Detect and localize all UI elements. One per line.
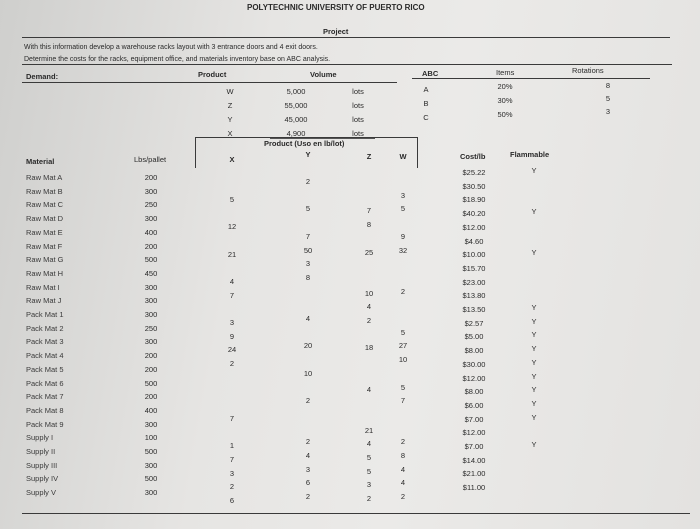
abc-header: ABC (422, 69, 439, 78)
material-name: Supply V (26, 488, 57, 498)
usage-z: 7 (366, 206, 372, 216)
abc-rotations: 3 (605, 107, 611, 116)
material-name: Pack Mat 1 (26, 310, 64, 319)
material-name: Raw Mat A (26, 173, 63, 182)
rule-demand-header (22, 82, 397, 83)
demand-product: W (226, 87, 234, 96)
usage-w: 9 (400, 231, 406, 241)
col-w: W (399, 152, 407, 161)
usage-w: 5 (400, 327, 406, 337)
usage-x: 2 (229, 482, 235, 492)
material-name: Raw Mat J (26, 296, 62, 306)
usage-z: 4 (366, 439, 372, 449)
material-name: Supply III (26, 460, 58, 470)
cost-per-lb: $8.00 (464, 387, 484, 397)
flammable-flag: Y (531, 166, 537, 175)
material-name: Pack Mat 4 (26, 351, 64, 361)
material-lbs: 200 (144, 392, 158, 402)
material-lbs: 200 (144, 364, 158, 374)
material-lbs: 450 (144, 268, 158, 278)
material-name: Pack Mat 5 (26, 364, 64, 374)
flammable-flag: Y (531, 207, 537, 217)
cost-per-lb: $12.00 (462, 428, 486, 438)
abc-rotations: 8 (605, 81, 611, 90)
usage-x: 7 (229, 290, 235, 300)
material-name: Pack Mat 7 (26, 392, 64, 402)
rule-abc-header (412, 78, 650, 79)
cost-per-lb: $10.00 (462, 250, 486, 260)
usage-w: 7 (400, 396, 406, 406)
abc-items: 30% (497, 96, 513, 105)
material-name: Supply IV (26, 474, 59, 484)
demand-unit: lots (352, 87, 364, 96)
rule-top (22, 37, 670, 38)
demand-product: Z (227, 101, 233, 110)
cost-per-lb: $15.70 (462, 263, 486, 273)
usage-header: Product (Uso en lb/lot) (264, 139, 345, 148)
usage-w: 27 (398, 341, 408, 351)
flammable-flag: Y (531, 398, 537, 408)
usage-y: 20 (303, 341, 313, 351)
material-lbs: 300 (144, 214, 158, 224)
usage-y: 6 (305, 478, 311, 488)
demand-unit: lots (352, 129, 364, 138)
material-lbs: 300 (144, 488, 158, 498)
cost-per-lb: $7.00 (464, 414, 484, 424)
usage-w: 5 (400, 204, 406, 214)
material-lbs: 300 (144, 419, 158, 429)
volume-header: Volume (310, 70, 337, 79)
material-lbs: 200 (144, 241, 158, 251)
usage-z: 2 (366, 316, 372, 325)
material-name: Raw Mat G (26, 255, 64, 265)
abc-rotations: 5 (605, 94, 611, 103)
cost-per-lb: $12.00 (462, 373, 486, 383)
usage-z: 2 (366, 494, 372, 504)
usage-z: 5 (366, 466, 372, 476)
rule-bottom (22, 513, 690, 514)
usage-y: 7 (305, 231, 311, 241)
material-name: Pack Mat 9 (26, 419, 64, 429)
col-x: X (229, 155, 235, 164)
flammable-flag: Y (531, 357, 537, 367)
usage-w: 4 (400, 478, 406, 488)
usage-x: 7 (229, 455, 235, 464)
material-name: Raw Mat E (26, 227, 63, 237)
material-lbs: 500 (144, 255, 158, 265)
usage-w: 2 (400, 286, 406, 296)
cost-per-lb: $5.00 (464, 332, 484, 342)
usage-x: 12 (227, 222, 237, 232)
cost-per-lb: $4.60 (464, 236, 484, 246)
col-flammable: Flammable (510, 150, 550, 159)
usage-x: 7 (229, 413, 235, 423)
product-header: Product (198, 70, 227, 79)
flammable-flag: Y (531, 303, 537, 312)
material-lbs: 300 (144, 186, 158, 196)
material-lbs: 300 (144, 282, 158, 292)
abc-items: 50% (497, 110, 513, 119)
usage-y: 8 (305, 272, 311, 282)
usage-z: 21 (364, 425, 374, 435)
usage-y: 2 (305, 177, 311, 186)
cost-per-lb: $25.22 (462, 168, 486, 177)
items-header: Items (496, 68, 515, 77)
demand-unit: lots (352, 101, 364, 110)
usage-z: 4 (366, 384, 372, 394)
abc-class: C (423, 113, 429, 122)
cost-per-lb: $18.90 (462, 195, 486, 205)
flammable-flag: Y (531, 316, 537, 326)
flammable-flag: Y (531, 344, 537, 354)
university-title: POLYTECHNIC UNIVERSITY OF PUERTO RICO (247, 3, 425, 12)
col-lbs: Lbs/pallet (134, 155, 167, 164)
col-cost: Cost/lb (460, 152, 486, 161)
abc-class: A (423, 85, 429, 94)
usage-x: 24 (227, 345, 237, 355)
usage-x: 4 (229, 276, 235, 286)
material-lbs: 500 (144, 378, 158, 388)
material-name: Supply I (26, 433, 54, 443)
material-lbs: 250 (144, 323, 158, 333)
material-lbs: 200 (144, 351, 158, 361)
col-z: Z (366, 152, 372, 161)
material-name: Raw Mat B (26, 186, 63, 196)
usage-y: 3 (305, 259, 311, 269)
instruction-line-1: With this information develop a warehouse racks layout with 3 entrance doors and 4 exit doors. (24, 44, 318, 51)
cost-per-lb: $8.00 (464, 346, 484, 356)
material-name: Supply II (26, 447, 56, 456)
usage-z: 10 (364, 288, 374, 298)
cost-per-lb: $13.80 (462, 291, 486, 301)
material-name: Raw Mat D (26, 214, 64, 224)
material-lbs: 400 (144, 227, 158, 237)
material-name: Raw Mat I (26, 282, 60, 292)
material-lbs: 300 (144, 337, 158, 347)
cost-per-lb: $7.00 (464, 442, 484, 451)
material-name: Pack Mat 2 (26, 323, 64, 333)
cost-per-lb: $30.50 (462, 181, 486, 191)
usage-x: 5 (229, 194, 235, 204)
usage-y: 4 (305, 451, 311, 460)
material-name: Raw Mat F (26, 241, 63, 251)
usage-w: 10 (398, 355, 408, 365)
material-name: Pack Mat 3 (26, 337, 64, 347)
demand-volume: 4,900 (286, 129, 306, 138)
col-material: Material (26, 157, 55, 166)
usage-z: 8 (366, 220, 372, 230)
usage-w: 2 (400, 492, 406, 502)
flammable-flag: Y (531, 371, 537, 381)
usage-x: 3 (229, 468, 235, 478)
usage-x: 6 (229, 496, 235, 506)
usage-z: 4 (366, 302, 372, 312)
usage-y: 50 (303, 245, 313, 255)
flammable-flag: Y (531, 248, 537, 258)
usage-z: 18 (364, 343, 374, 353)
demand-unit: lots (352, 115, 364, 124)
usage-z: 5 (366, 453, 372, 462)
material-lbs: 300 (144, 310, 158, 319)
demand-volume: 55,000 (284, 101, 308, 110)
usage-y: 3 (305, 464, 311, 474)
usage-y: 4 (305, 314, 311, 323)
cost-per-lb: $40.20 (462, 209, 486, 219)
cost-per-lb: $11.00 (462, 483, 486, 493)
usage-w: 32 (398, 245, 408, 255)
cost-per-lb: $2.57 (464, 318, 484, 328)
abc-items: 20% (497, 82, 513, 91)
usage-w: 3 (400, 190, 406, 200)
usage-y: 2 (305, 437, 311, 447)
cost-per-lb: $14.00 (462, 455, 486, 465)
material-lbs: 500 (144, 474, 158, 484)
flammable-flag: Y (531, 440, 537, 449)
usage-w: 2 (400, 437, 406, 447)
demand-label: Demand: (26, 72, 59, 81)
instruction-line-2: Determine the costs for the racks, equipment office, and materials inventory base on ABC analysis. (24, 56, 331, 63)
material-lbs: 300 (144, 460, 158, 470)
material-lbs: 400 (144, 405, 158, 415)
usage-y: 5 (305, 204, 311, 214)
usage-x: 21 (227, 249, 237, 259)
usage-x: 3 (229, 318, 235, 327)
usage-x: 2 (229, 359, 235, 369)
usage-z: 3 (366, 480, 372, 490)
material-name: Raw Mat C (26, 200, 64, 210)
usage-x: 1 (229, 441, 235, 451)
demand-volume: 45,000 (284, 115, 308, 124)
cost-per-lb: $12.00 (462, 222, 486, 232)
usage-z: 25 (364, 247, 374, 257)
flammable-flag: Y (531, 412, 537, 422)
usage-y: 2 (305, 396, 311, 406)
rotations-header: Rotations (572, 66, 604, 75)
material-lbs: 500 (144, 447, 158, 456)
rule-instructions (22, 64, 672, 65)
demand-product: X (227, 129, 233, 138)
material-lbs: 200 (144, 173, 158, 182)
cost-per-lb: $6.00 (464, 400, 484, 410)
cost-per-lb: $13.50 (462, 305, 486, 314)
usage-w: 5 (400, 382, 406, 392)
material-lbs: 250 (144, 200, 158, 210)
demand-product: Y (227, 115, 233, 124)
col-y: Y (305, 150, 311, 159)
cost-per-lb: $30.00 (462, 359, 486, 369)
material-name: Pack Mat 8 (26, 405, 64, 415)
material-lbs: 100 (144, 433, 158, 443)
cost-per-lb: $21.00 (462, 469, 486, 479)
flammable-flag: Y (531, 385, 537, 395)
flammable-flag: Y (531, 330, 537, 340)
usage-y: 10 (303, 368, 313, 378)
material-name: Raw Mat H (26, 268, 64, 278)
project-heading: Project (323, 27, 349, 36)
material-name: Pack Mat 6 (26, 378, 64, 388)
usage-x: 9 (229, 331, 235, 341)
cost-per-lb: $23.00 (462, 277, 486, 287)
usage-w: 4 (400, 464, 406, 474)
material-lbs: 300 (144, 296, 158, 306)
usage-y: 2 (305, 492, 311, 502)
demand-volume: 5,000 (286, 87, 306, 96)
abc-class: B (423, 99, 429, 108)
usage-w: 8 (400, 451, 406, 460)
